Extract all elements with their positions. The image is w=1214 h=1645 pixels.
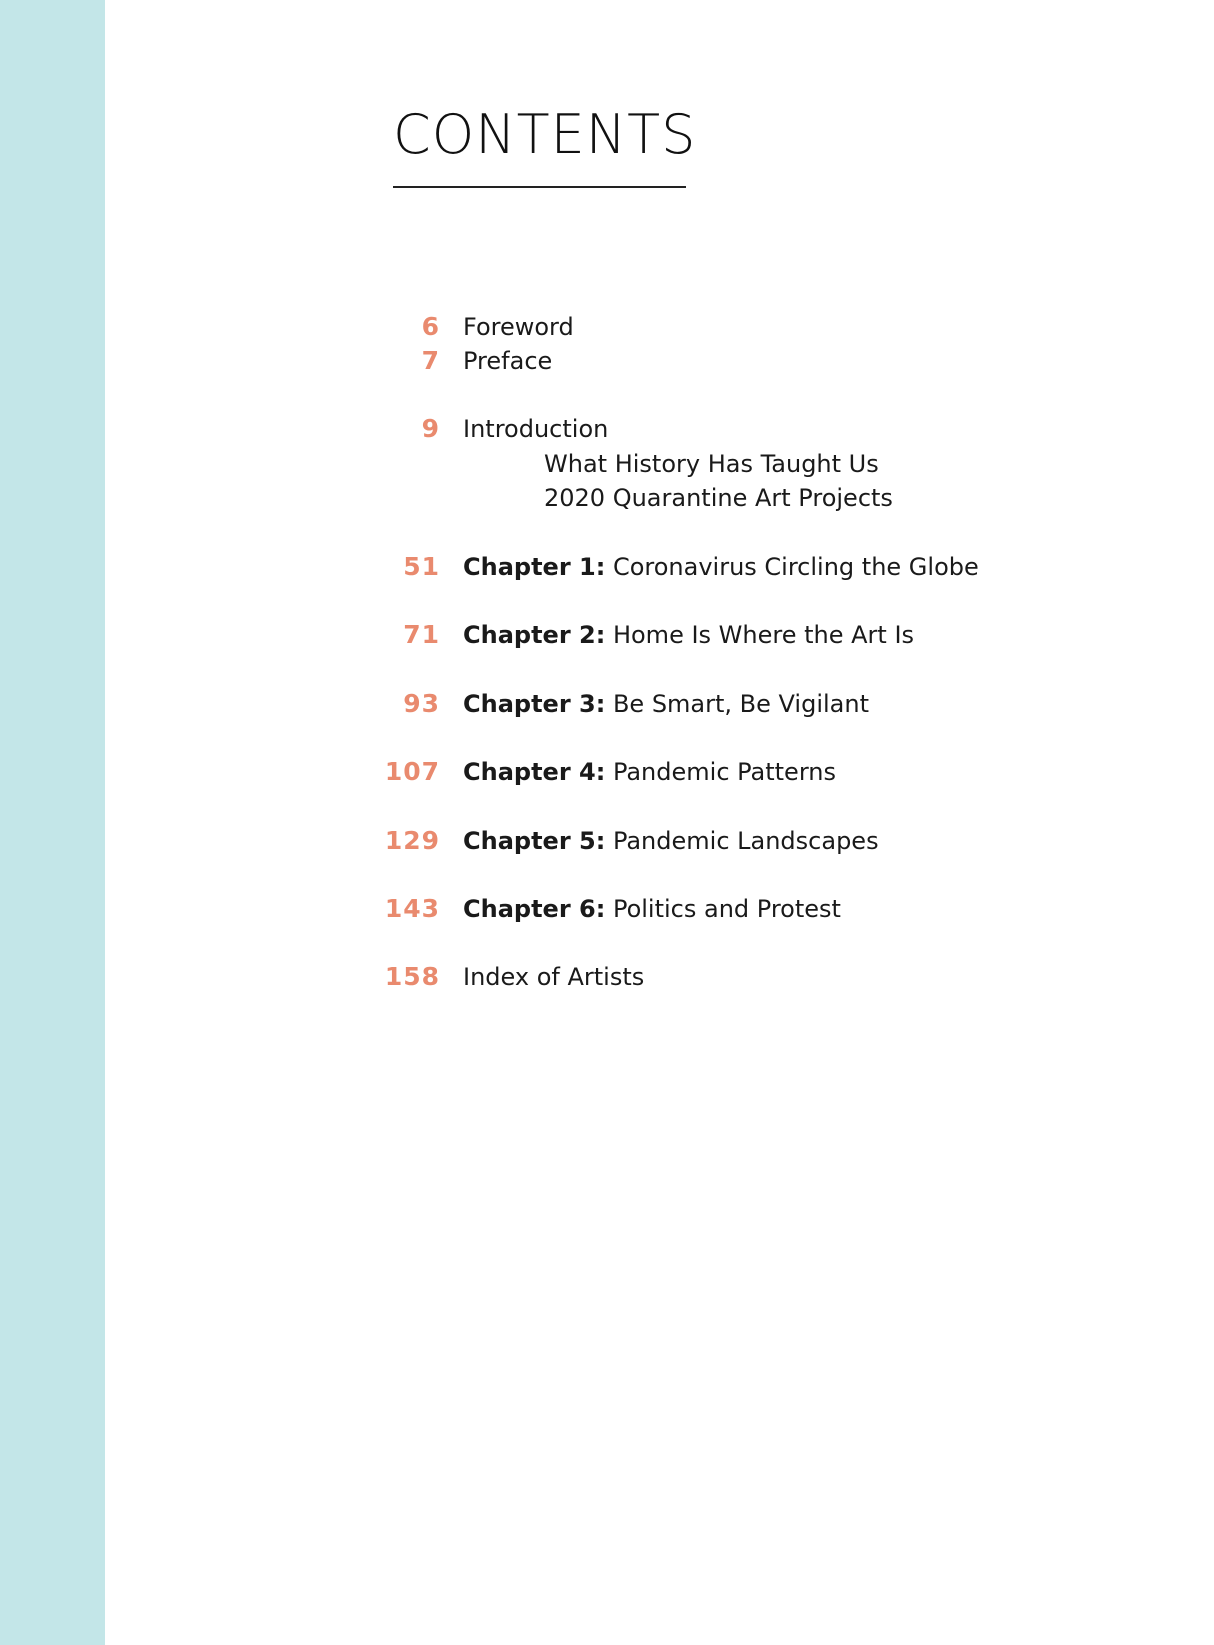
toc-entry-label: Introduction [463,415,609,443]
toc-subsection[interactable]: What History Has Taught Us [544,450,879,478]
chapter-number: Chapter 5: [463,827,606,855]
toc-page-number: 6 [421,312,440,341]
toc-entry-label: Index of Artists [463,963,645,991]
side-color-band [0,0,105,1645]
chapter-number: Chapter 4: [463,758,606,786]
chapter-title: Home Is Where the Art Is [612,621,915,649]
toc-entry-chapter-4[interactable] [0,755,1214,789]
toc-entry-preface[interactable] [0,344,1214,378]
toc-entry-introduction[interactable] [0,412,1214,446]
toc-page-number: 129 [384,826,440,855]
toc-page-number: 158 [384,962,440,991]
toc-entry-label [463,892,841,926]
toc-subsection[interactable]: 2020 Quarantine Art Projects [544,484,893,512]
toc-entry-chapter-3[interactable] [0,687,1214,721]
toc-entry-chapter-2[interactable] [0,618,1214,652]
toc-page-number: 9 [421,414,440,443]
title-underline [393,186,686,188]
toc-entry-chapter-1[interactable] [0,550,1214,584]
page-title: CONTENTS [393,103,697,166]
chapter-title: Coronavirus Circling the Globe [612,553,979,581]
chapter-number: Chapter 1: [463,553,606,581]
toc-entry-label: Preface [463,347,553,375]
chapter-title: Pandemic Patterns [612,758,836,786]
toc-entry-label [463,618,914,652]
toc-entry-label: Foreword [463,313,574,341]
toc-page-number: 71 [403,620,440,649]
chapter-title: Be Smart, Be Vigilant [612,690,869,718]
toc-page-number: 107 [384,757,440,786]
chapter-number: Chapter 2: [463,621,606,649]
toc-entry-foreword[interactable] [0,310,1214,344]
toc-entry-chapter-6[interactable] [0,892,1214,926]
chapter-title: Politics and Protest [612,895,841,923]
chapter-title: Pandemic Landscapes [612,827,879,855]
chapter-number: Chapter 6: [463,895,606,923]
toc-page-number: 143 [384,894,440,923]
toc-entry-label [463,550,979,584]
toc-entry-label [463,755,836,789]
toc-page-number: 7 [421,346,440,375]
toc-entry-chapter-5[interactable] [0,824,1214,858]
toc-entry-index[interactable] [0,960,1214,994]
toc-page-number: 93 [403,689,440,718]
toc-entry-label [463,824,879,858]
toc-entry-label [463,687,869,721]
toc-page-number: 51 [403,552,440,581]
chapter-number: Chapter 3: [463,690,606,718]
